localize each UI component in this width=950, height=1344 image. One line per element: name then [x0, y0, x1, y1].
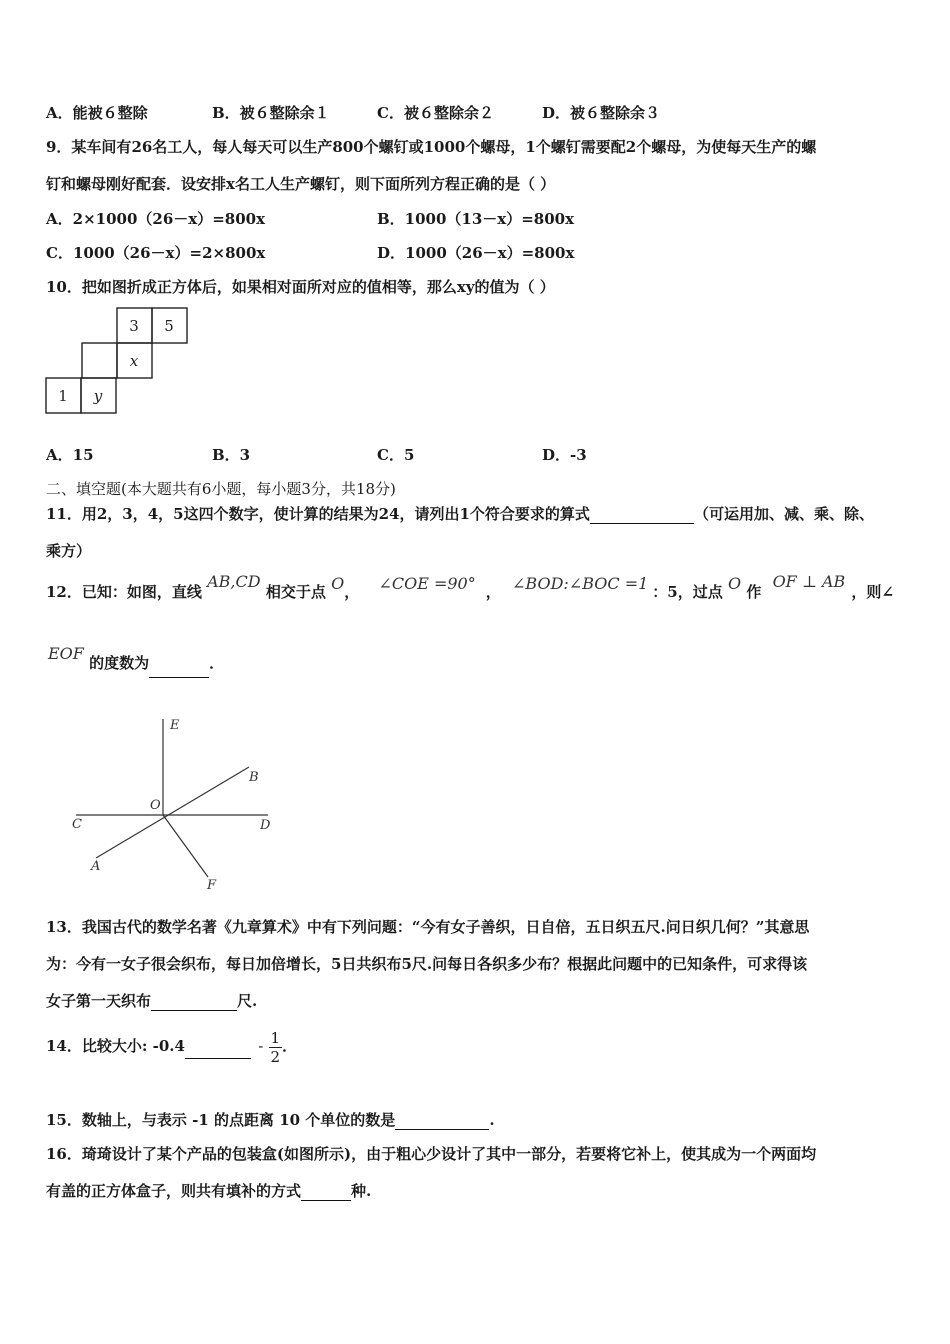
q12-text-7: ，则∠ [851, 583, 894, 601]
q14-answer-blank [185, 1044, 251, 1059]
q8-option-b: B．被６整除余１ [212, 104, 330, 122]
q10-text: 10．把如图折成正方体后，如果相对面所对应的值相等，那么xy的值为（ ） [46, 278, 555, 296]
q16-line1: 16．琦琦设计了某个产品的包装盒(如图所示)，由于粗心少设计了其中一部分，若要将它补上，使其成为一个两面均 [46, 1145, 817, 1163]
net-cell-blank [82, 343, 117, 378]
q8-option-c: C．被６整除余２ [377, 104, 494, 122]
q13-answer-blank [151, 996, 237, 1011]
q15-line [46, 1110, 495, 1130]
q12-math-of-perp-ab: OF ⊥ AB [772, 572, 846, 591]
point-label-e: E [170, 718, 180, 733]
q16-text-b: 种. [351, 1182, 372, 1200]
q9-option-c: C．1000（26－x）=2×800x [46, 244, 266, 262]
q14-fraction-numerator: 1 [270, 1028, 281, 1047]
point-label-o: O [150, 798, 161, 813]
q13-line2: 为：今有一女子很会织布，每日加倍增长，5日共织布5尺.问每日各织多少布？根据此问题中的已知条件，可求得该 [46, 955, 808, 973]
q11-line1 [46, 504, 874, 524]
q12-line2 [48, 644, 225, 678]
point-label-a: A [91, 859, 101, 874]
q14-line [46, 1026, 297, 1066]
q10-option-a: A．15 [46, 446, 94, 464]
net-label-x: x [129, 352, 139, 370]
q15-end: . [489, 1111, 495, 1129]
q9-option-b: B．1000（13－x）=800x [377, 210, 575, 228]
q11-text: 11．用2，3，4，5这四个数字，使计算的结果为24，请列出1个符合要求的算式 [46, 505, 590, 523]
q12-math-ab-cd: AB,CD [207, 572, 261, 591]
q12-text-9: ． [209, 654, 225, 672]
q12-text-1: 12．已知：如图，直线 [46, 583, 202, 601]
q9-line1: 9．某车间有26名工人，每人每天可以生产800个螺钉或1000个螺母，1个螺钉需要配2个螺母，为使每天生产的螺 [46, 138, 817, 156]
q12-text-3: ， [344, 583, 360, 601]
cube-net-figure [44, 306, 194, 418]
q12-text-5: ：5，过点 [652, 583, 723, 601]
net-label-5: 5 [164, 317, 174, 335]
q10-option-b: B．3 [212, 446, 251, 464]
q12-lines-figure [66, 712, 281, 897]
net-label-y: y [93, 387, 103, 405]
q12-text-8: 的度数为 [89, 654, 150, 672]
q14-text: 14．比较大小: -0.4 [46, 1037, 185, 1055]
q12-text-2: 相交于点 [265, 583, 326, 601]
q9-option-d: D．1000（26－x）=800x [377, 244, 575, 262]
q11-answer-blank [590, 509, 694, 524]
point-label-b: B [249, 770, 259, 785]
q12-math-angle-ratio: ∠BOD:∠BOC =1 [511, 574, 649, 593]
net-label-3: 3 [129, 317, 139, 335]
ray-of [163, 815, 208, 877]
q12-text-6: 作 [746, 583, 762, 601]
q14-end: ． [282, 1037, 298, 1055]
q15-answer-blank [395, 1115, 489, 1130]
q13-text-b: 尺. [237, 992, 258, 1010]
q15-text: 15．数轴上，与表示 -1 的点距离 10 个单位的数是 [46, 1111, 396, 1129]
q12-math-angle-coe: ∠COE =90° [378, 574, 476, 593]
q16-line2 [46, 1181, 371, 1201]
q8-option-a: A．能被６整除 [46, 104, 148, 122]
line-ab [96, 767, 249, 858]
section-2-heading: 二、填空题(本大题共有6小题，每小题3分，共18分) [46, 480, 396, 498]
q9-line2: 钉和螺母刚好配套．设安排x名工人生产螺钉，则下面所列方程正确的是（ ） [46, 175, 556, 193]
q9-option-a: A．2×1000（26－x）=800x [46, 210, 266, 228]
point-label-f: F [207, 878, 217, 893]
q16-text-a: 有盖的正方体盒子，则共有填补的方式 [46, 1182, 302, 1200]
q11-line2: 乘方） [46, 542, 92, 560]
q12-math-eof: EOF [48, 644, 84, 663]
q13-text-a: 女子第一天织布 [46, 992, 152, 1010]
q12-line1 [46, 572, 894, 607]
q14-fraction-denominator: 2 [270, 1047, 281, 1066]
q14-fraction [269, 1029, 283, 1066]
q8-option-d: D．被６整除余３ [542, 104, 661, 122]
q16-answer-blank [301, 1186, 351, 1201]
q11-text-tail: （可运用加、减、乘、除、 [693, 505, 874, 523]
q12-answer-blank [149, 663, 209, 678]
q13-line1: 13．我国古代的数学名著《九章算术》中有下列问题：“今有女子善织，日自倍，五日织五尺.问日织几何？”其意思 [46, 918, 810, 936]
point-label-d: D [260, 818, 271, 833]
q10-option-d: D．-3 [542, 446, 587, 464]
q12-text-4: ， [485, 583, 501, 601]
q13-line3 [46, 991, 257, 1011]
net-label-1: 1 [58, 387, 68, 405]
q14-minus-sign: - [258, 1037, 264, 1055]
q12-math-o-2: O [727, 574, 742, 593]
q12-math-o: O [331, 574, 345, 593]
point-label-c: C [72, 817, 82, 832]
q10-option-c: C．5 [377, 446, 415, 464]
